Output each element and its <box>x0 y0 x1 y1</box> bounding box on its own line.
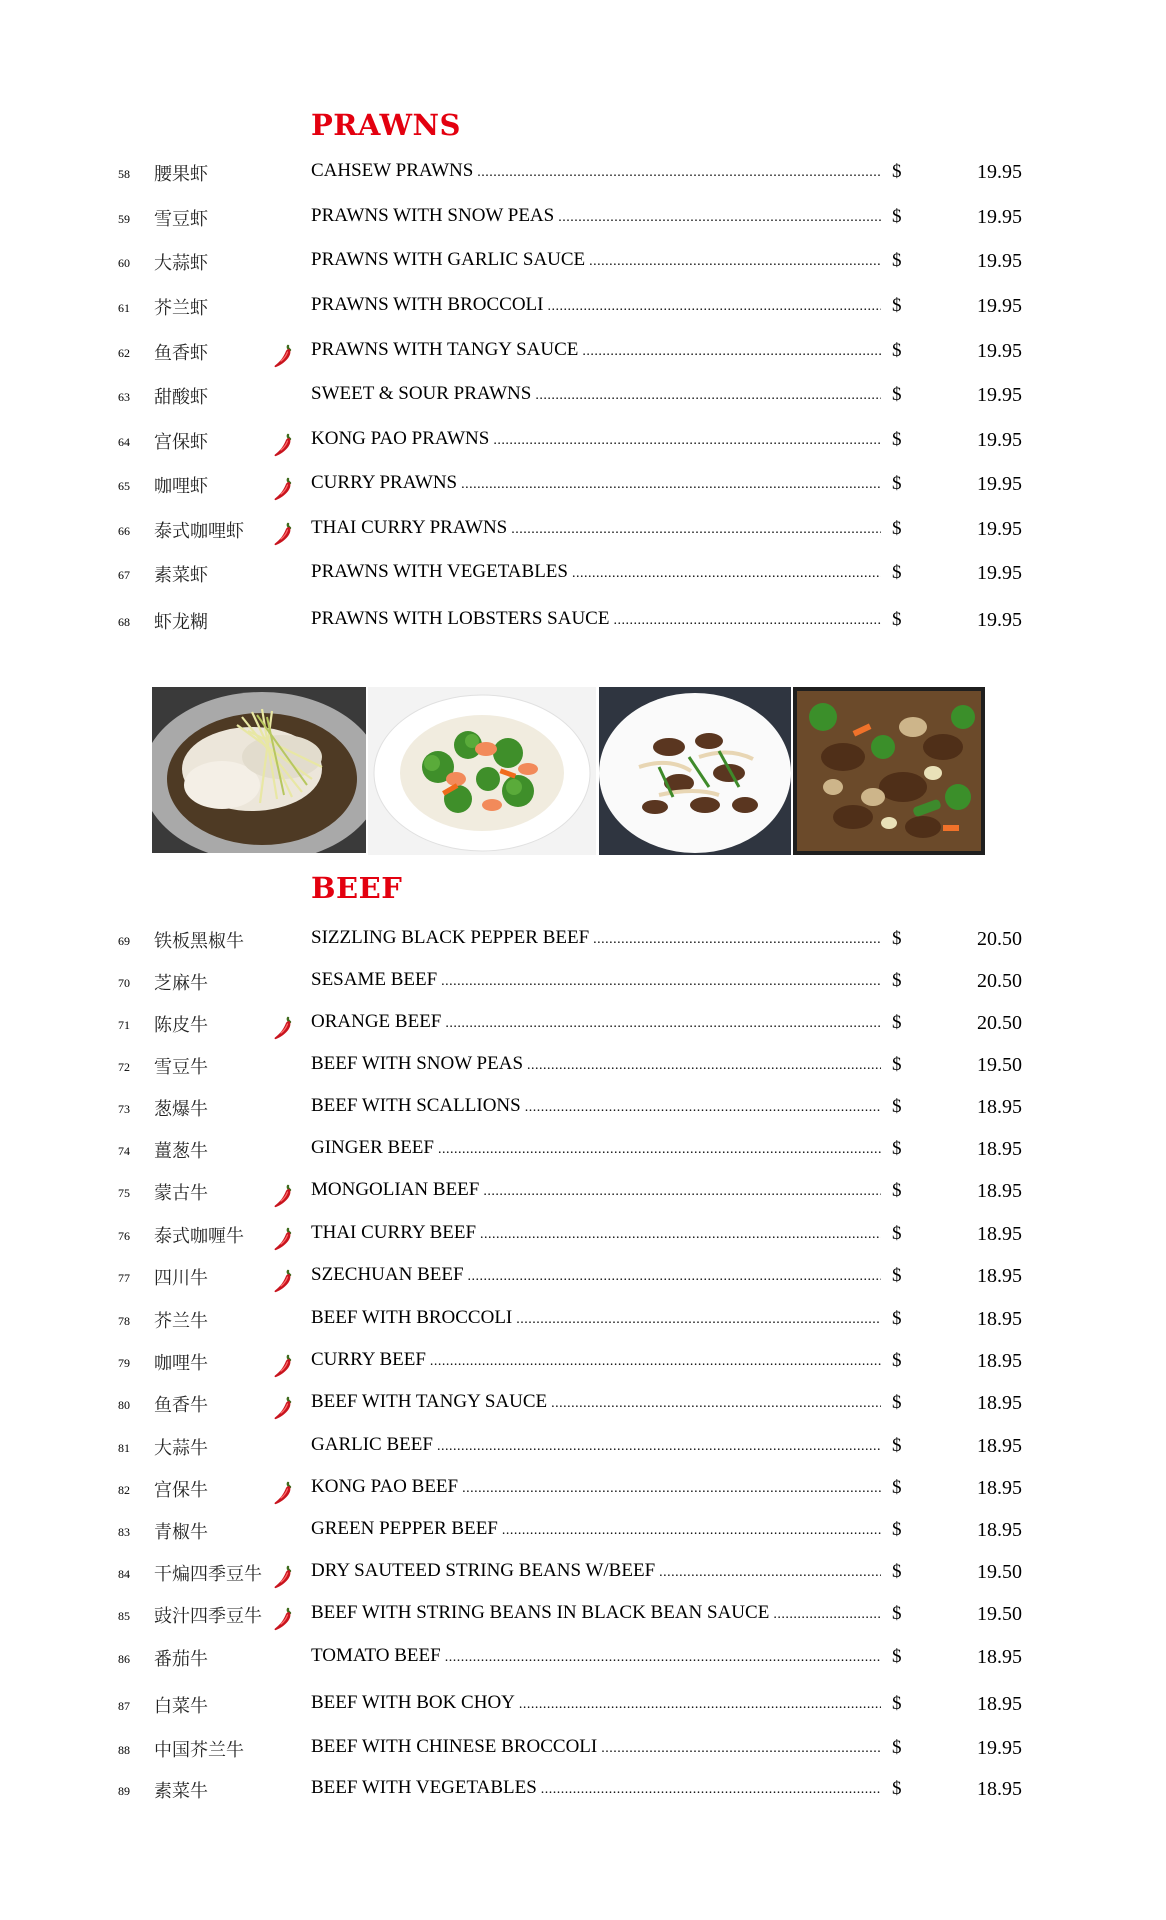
item-price: 18.95 <box>977 1223 1022 1245</box>
item-price: 18.95 <box>977 1477 1022 1499</box>
item-number: 64 <box>118 435 130 449</box>
menu-item-row <box>0 925 1166 959</box>
item-currency: $ <box>892 970 902 991</box>
item-chinese-name: 芥兰牛 <box>154 1311 208 1332</box>
chili-pepper-icon <box>272 1353 294 1379</box>
item-currency: $ <box>892 429 902 450</box>
item-chinese-name: 泰式咖喱牛 <box>154 1226 244 1247</box>
item-price: 19.95 <box>977 1737 1022 1759</box>
section-title-beef: BEEF <box>311 871 403 905</box>
item-chinese-name: 宫保虾 <box>154 432 208 453</box>
item-currency: $ <box>892 518 902 539</box>
item-english-name: THAI CURRY PRAWNS ..... <box>311 517 881 539</box>
item-currency: $ <box>892 1646 902 1667</box>
item-price: 18.95 <box>977 1519 1022 1541</box>
item-currency: $ <box>892 1392 902 1413</box>
item-english-name: ORANGE BEEF ..... <box>311 1011 881 1033</box>
item-currency: $ <box>892 1350 902 1371</box>
menu-item-row <box>0 337 1166 371</box>
item-chinese-name: 腰果虾 <box>154 164 208 185</box>
menu-item-row <box>0 1600 1166 1634</box>
item-chinese-name: 大蒜牛 <box>154 1438 208 1459</box>
chili-pepper-icon <box>272 476 294 502</box>
item-english-name: SIZZLING BLACK PEPPER BEEF ..... <box>311 927 881 949</box>
item-number: 74 <box>118 1144 130 1158</box>
item-number: 59 <box>118 212 130 226</box>
item-number: 65 <box>118 479 130 493</box>
item-price: 18.95 <box>977 1778 1022 1800</box>
item-english-name: PRAWNS WITH TANGY SAUCE ..... <box>311 339 881 361</box>
item-price: 18.95 <box>977 1646 1022 1668</box>
item-number: 62 <box>118 346 130 360</box>
item-english-name: KONG PAO PRAWNS ..... <box>311 428 881 450</box>
item-price: 19.95 <box>977 340 1022 362</box>
menu-item-row <box>0 470 1166 504</box>
item-english-name: SWEET & SOUR PRAWNS ..... <box>311 383 881 405</box>
item-english-name: PRAWNS WITH BROCCOLI ..... <box>311 294 881 316</box>
item-price: 19.95 <box>977 206 1022 228</box>
menu-item-row <box>0 381 1166 415</box>
item-number: 67 <box>118 568 130 582</box>
item-price: 19.95 <box>977 250 1022 272</box>
item-english-name: PRAWNS WITH SNOW PEAS ..... <box>311 205 881 227</box>
item-number: 72 <box>118 1060 130 1074</box>
item-number: 68 <box>118 615 130 629</box>
item-currency: $ <box>892 609 902 630</box>
menu-item-row <box>0 1347 1166 1381</box>
item-english-name: BEEF WITH SNOW PEAS ..... <box>311 1053 881 1075</box>
item-number: 73 <box>118 1102 130 1116</box>
item-currency: $ <box>892 473 902 494</box>
item-price: 19.95 <box>977 429 1022 451</box>
item-number: 88 <box>118 1743 130 1757</box>
item-currency: $ <box>892 1737 902 1758</box>
item-price: 18.95 <box>977 1435 1022 1457</box>
item-chinese-name: 宫保牛 <box>154 1480 208 1501</box>
item-english-name: SZECHUAN BEEF ..... <box>311 1264 881 1286</box>
item-currency: $ <box>892 1012 902 1033</box>
item-currency: $ <box>892 1308 902 1329</box>
item-currency: $ <box>892 1561 902 1582</box>
item-price: 19.95 <box>977 562 1022 584</box>
item-chinese-name: 雪豆牛 <box>154 1057 208 1078</box>
item-price: 20.50 <box>977 970 1022 992</box>
chili-pepper-icon <box>272 1480 294 1506</box>
item-english-name: GARLIC BEEF ..... <box>311 1434 881 1456</box>
item-currency: $ <box>892 1054 902 1075</box>
item-currency: $ <box>892 1603 902 1624</box>
item-price: 19.95 <box>977 384 1022 406</box>
menu-item-row <box>0 1516 1166 1550</box>
menu-item-row <box>0 1775 1166 1809</box>
item-english-name: PRAWNS WITH GARLIC SAUCE ..... <box>311 249 881 271</box>
item-price: 19.95 <box>977 295 1022 317</box>
item-currency: $ <box>892 1180 902 1201</box>
item-english-name: BEEF WITH VEGETABLES ..... <box>311 1777 881 1799</box>
item-price: 18.95 <box>977 1180 1022 1202</box>
item-chinese-name: 铁板黑椒牛 <box>154 931 244 952</box>
menu-item-row <box>0 606 1166 640</box>
item-currency: $ <box>892 161 902 182</box>
menu-item-row <box>0 1177 1166 1211</box>
item-chinese-name: 雪豆虾 <box>154 209 208 230</box>
item-price: 18.95 <box>977 1138 1022 1160</box>
menu-item-row <box>0 1093 1166 1127</box>
chili-pepper-icon <box>272 1015 294 1041</box>
menu-item-row <box>0 426 1166 460</box>
item-number: 76 <box>118 1229 130 1243</box>
item-number: 61 <box>118 301 130 315</box>
item-chinese-name: 鱼香虾 <box>154 343 208 364</box>
menu-item-row <box>0 158 1166 192</box>
item-currency: $ <box>892 295 902 316</box>
beef-with-onions-photo <box>599 687 791 855</box>
item-number: 77 <box>118 1271 130 1285</box>
menu-item-row <box>0 1135 1166 1169</box>
item-price: 20.50 <box>977 928 1022 950</box>
item-chinese-name: 蒙古牛 <box>154 1183 208 1204</box>
item-english-name: CURRY BEEF ..... <box>311 1349 881 1371</box>
item-number: 69 <box>118 934 130 948</box>
item-currency: $ <box>892 384 902 405</box>
item-price: 18.95 <box>977 1265 1022 1287</box>
menu-item-row <box>0 1262 1166 1296</box>
item-english-name: BEEF WITH STRING BEANS IN BLACK BEAN SAUCE ..... <box>311 1602 881 1624</box>
item-english-name: PRAWNS WITH VEGETABLES ..... <box>311 561 881 583</box>
prawns-with-broccoli-photo <box>368 687 596 855</box>
menu-item-row <box>0 559 1166 593</box>
menu-item-row <box>0 1220 1166 1254</box>
item-english-name: CURRY PRAWNS ..... <box>311 472 881 494</box>
item-currency: $ <box>892 1778 902 1799</box>
item-number: 71 <box>118 1018 130 1032</box>
item-price: 18.95 <box>977 1096 1022 1118</box>
item-number: 78 <box>118 1314 130 1328</box>
item-chinese-name: 芥兰虾 <box>154 298 208 319</box>
item-number: 84 <box>118 1567 130 1581</box>
menu-item-row <box>0 1389 1166 1423</box>
item-chinese-name: 白菜牛 <box>154 1696 208 1717</box>
item-currency: $ <box>892 250 902 271</box>
item-chinese-name: 泰式咖哩虾 <box>154 521 244 542</box>
item-chinese-name: 甜酸虾 <box>154 387 208 408</box>
menu-item-row <box>0 1734 1166 1768</box>
menu-item-row <box>0 1558 1166 1592</box>
item-number: 70 <box>118 976 130 990</box>
item-english-name: BEEF WITH CHINESE BROCCOLI ..... <box>311 1736 881 1758</box>
item-price: 19.50 <box>977 1603 1022 1625</box>
item-chinese-name: 中国芥兰牛 <box>154 1740 244 1761</box>
chili-pepper-icon <box>272 1564 294 1590</box>
item-price: 18.95 <box>977 1308 1022 1330</box>
item-number: 75 <box>118 1186 130 1200</box>
item-price: 19.95 <box>977 518 1022 540</box>
item-number: 60 <box>118 256 130 270</box>
item-currency: $ <box>892 206 902 227</box>
item-english-name: SESAME BEEF ..... <box>311 969 881 991</box>
item-english-name: GINGER BEEF ..... <box>311 1137 881 1159</box>
item-price: 20.50 <box>977 1012 1022 1034</box>
item-chinese-name: 干煸四季豆牛 <box>154 1564 262 1585</box>
chili-pepper-icon <box>272 1226 294 1252</box>
item-price: 19.95 <box>977 609 1022 631</box>
steamed-fish-with-ginger-photo <box>152 687 366 853</box>
item-currency: $ <box>892 1223 902 1244</box>
item-chinese-name: 咖哩牛 <box>154 1353 208 1374</box>
item-english-name: DRY SAUTEED STRING BEANS W/BEEF ..... <box>311 1560 881 1582</box>
section-title-prawns: PRAWNS <box>311 108 461 142</box>
item-english-name: GREEN PEPPER BEEF ..... <box>311 1518 881 1540</box>
item-chinese-name: 素菜牛 <box>154 1781 208 1802</box>
item-english-name: BEEF WITH BROCCOLI ..... <box>311 1307 881 1329</box>
item-currency: $ <box>892 1477 902 1498</box>
item-number: 58 <box>118 167 130 181</box>
item-number: 63 <box>118 390 130 404</box>
item-currency: $ <box>892 1265 902 1286</box>
item-chinese-name: 大蒜虾 <box>154 253 208 274</box>
menu-item-row <box>0 292 1166 326</box>
menu-item-row <box>0 1009 1166 1043</box>
item-currency: $ <box>892 1096 902 1117</box>
item-number: 79 <box>118 1356 130 1370</box>
item-chinese-name: 芝麻牛 <box>154 973 208 994</box>
item-chinese-name: 葱爆牛 <box>154 1099 208 1120</box>
item-currency: $ <box>892 928 902 949</box>
chili-pepper-icon <box>272 1183 294 1209</box>
item-english-name: BEEF WITH BOK CHOY ..... <box>311 1692 881 1714</box>
menu-item-row <box>0 1690 1166 1724</box>
menu-item-row <box>0 247 1166 281</box>
item-currency: $ <box>892 1138 902 1159</box>
item-english-name: KONG PAO BEEF ..... <box>311 1476 881 1498</box>
item-number: 81 <box>118 1441 130 1455</box>
item-price: 19.50 <box>977 1561 1022 1583</box>
item-price: 19.95 <box>977 161 1022 183</box>
menu-item-row <box>0 1432 1166 1466</box>
item-english-name: MONGOLIAN BEEF ..... <box>311 1179 881 1201</box>
item-number: 85 <box>118 1609 130 1623</box>
chili-pepper-icon <box>272 1268 294 1294</box>
item-number: 89 <box>118 1784 130 1798</box>
item-number: 82 <box>118 1483 130 1497</box>
menu-item-row <box>0 515 1166 549</box>
chili-pepper-icon <box>272 1395 294 1421</box>
item-chinese-name: 四川牛 <box>154 1268 208 1289</box>
item-chinese-name: 青椒牛 <box>154 1522 208 1543</box>
item-price: 18.95 <box>977 1693 1022 1715</box>
item-currency: $ <box>892 1435 902 1456</box>
chili-pepper-icon <box>272 1606 294 1632</box>
menu-item-row <box>0 1643 1166 1677</box>
menu-item-row <box>0 203 1166 237</box>
item-chinese-name: 番茄牛 <box>154 1649 208 1670</box>
item-number: 87 <box>118 1699 130 1713</box>
item-chinese-name: 素菜虾 <box>154 565 208 586</box>
item-english-name: PRAWNS WITH LOBSTERS SAUCE ..... <box>311 608 881 630</box>
item-price: 18.95 <box>977 1350 1022 1372</box>
menu-item-row <box>0 967 1166 1001</box>
item-price: 18.95 <box>977 1392 1022 1414</box>
item-price: 19.50 <box>977 1054 1022 1076</box>
item-number: 80 <box>118 1398 130 1412</box>
item-chinese-name: 陈皮牛 <box>154 1015 208 1036</box>
menu-item-row <box>0 1051 1166 1085</box>
chili-pepper-icon <box>272 432 294 458</box>
chili-pepper-icon <box>272 343 294 369</box>
item-price: 19.95 <box>977 473 1022 495</box>
item-currency: $ <box>892 1693 902 1714</box>
item-currency: $ <box>892 562 902 583</box>
item-english-name: BEEF WITH SCALLIONS ..... <box>311 1095 881 1117</box>
item-chinese-name: 鱼香牛 <box>154 1395 208 1416</box>
item-number: 66 <box>118 524 130 538</box>
item-chinese-name: 虾龙糊 <box>154 612 208 633</box>
item-number: 83 <box>118 1525 130 1539</box>
item-currency: $ <box>892 1519 902 1540</box>
item-english-name: TOMATO BEEF ..... <box>311 1645 881 1667</box>
item-chinese-name: 豉汁四季豆牛 <box>154 1606 262 1627</box>
item-english-name: BEEF WITH TANGY SAUCE ..... <box>311 1391 881 1413</box>
menu-item-row <box>0 1305 1166 1339</box>
menu-item-row <box>0 1474 1166 1508</box>
item-english-name: THAI CURRY BEEF ..... <box>311 1222 881 1244</box>
item-chinese-name: 薑葱牛 <box>154 1141 208 1162</box>
item-english-name: CAHSEW PRAWNS ..... <box>311 160 881 182</box>
item-chinese-name: 咖哩虾 <box>154 476 208 497</box>
beef-with-vegetables-photo <box>793 687 985 855</box>
item-number: 86 <box>118 1652 130 1666</box>
chili-pepper-icon <box>272 521 294 547</box>
item-currency: $ <box>892 340 902 361</box>
